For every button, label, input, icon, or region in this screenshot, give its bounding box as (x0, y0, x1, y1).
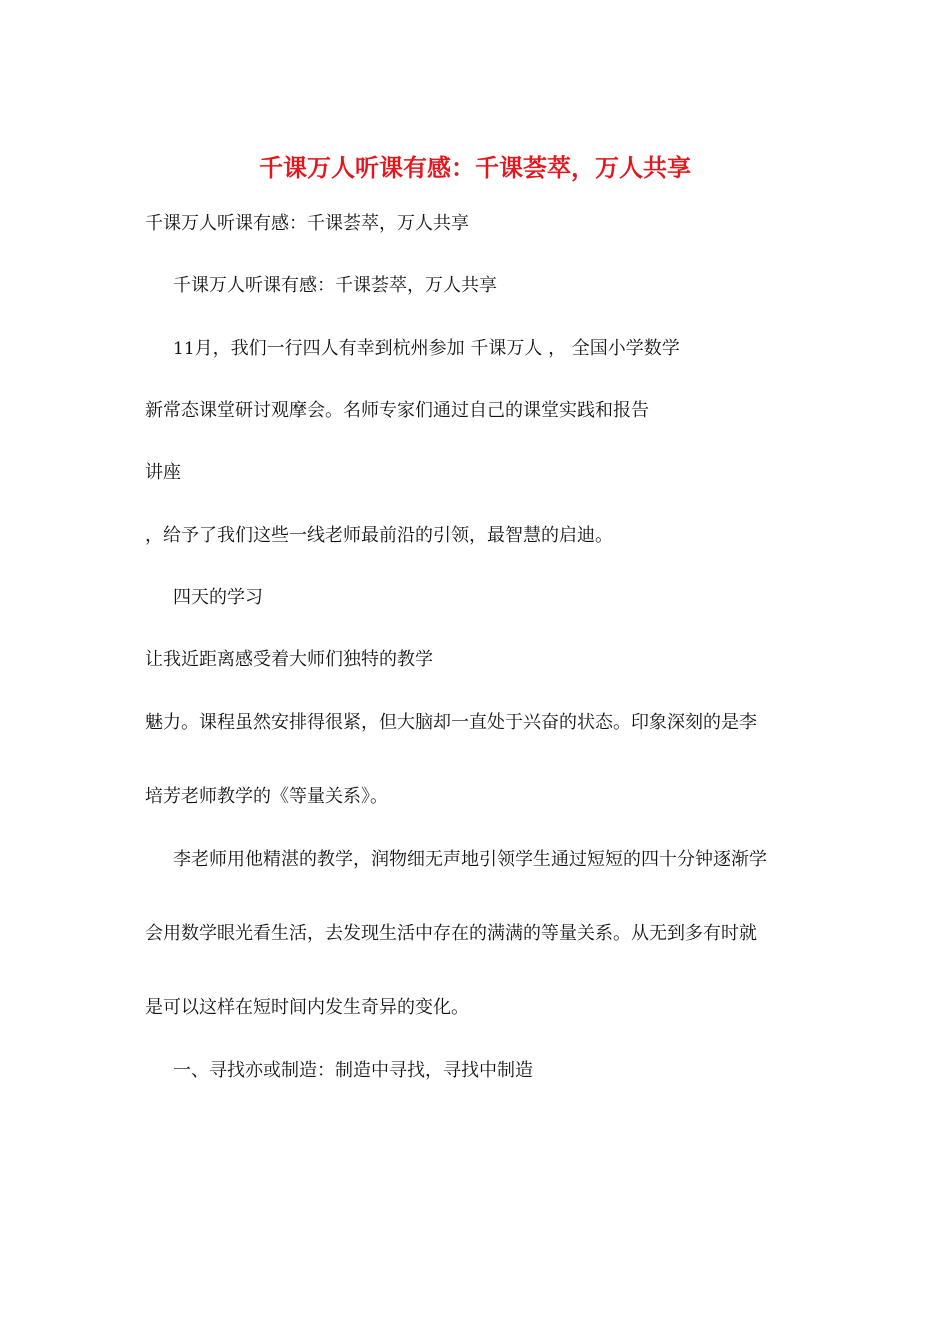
paragraph-line: 千课万人听课有感：千课荟萃，万人共享 (145, 213, 469, 234)
paragraph-line: 会用数学眼光看生活，去发现生活中存在的满满的等量关系。从无到多有时就 (145, 923, 757, 944)
paragraph-line: 魅力。课程虽然安排得很紧，但大脑却一直处于兴奋的状态。印象深刻的是李 (145, 712, 757, 733)
paragraph-line (173, 336, 680, 362)
document-title: 千课万人听课有感：千课荟萃，万人共享 (259, 153, 691, 182)
paragraph-text: 月，我们一行四人有幸到杭州参加 千课万人 ， 全国小学数学 (194, 338, 680, 359)
paragraph-line: 新常态课堂研讨观摩会。名师专家们通过自己的课堂实践和报告 (145, 400, 649, 421)
paragraph-line: 李老师用他精湛的教学，润物细无声地引领学生通过短短的四十分钟逐渐学 (173, 849, 767, 870)
month-number: 11 (173, 339, 195, 359)
paragraph-line: 让我近距离感受着大师们独特的教学 (145, 649, 433, 670)
paragraph-line: 千课万人听课有感：千课荟萃，万人共享 (173, 275, 497, 296)
paragraph-line: 是可以这样在短时间内发生奇异的变化。 (145, 997, 469, 1018)
paragraph-line: 讲座 (145, 462, 181, 483)
paragraph-line: ，给予了我们这些一线老师最前沿的引领，最智慧的启迪。 (145, 525, 613, 546)
paragraph-line: 培芳老师教学的《等量关系》。 (145, 786, 388, 807)
paragraph-line: 四天的学习 (173, 587, 263, 608)
section-heading: 一、寻找亦或制造：制造中寻找，寻找中制造 (173, 1060, 533, 1081)
